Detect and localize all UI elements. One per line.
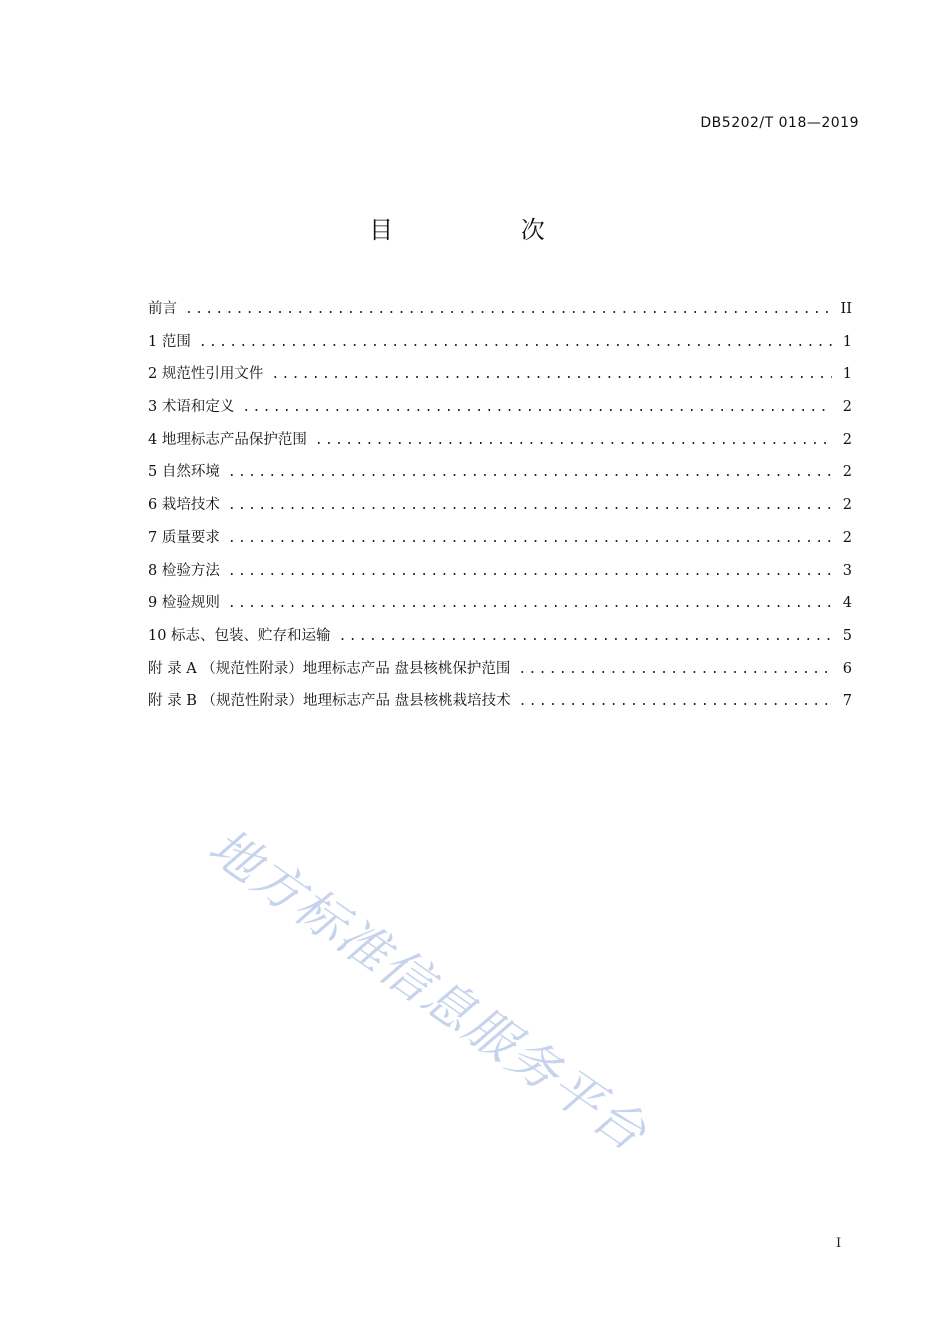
toc-entry-page: 1	[842, 333, 852, 350]
toc-entry-page: II	[840, 301, 852, 317]
toc-entry-page: 1	[842, 366, 852, 383]
toc-entry-natural-environment[interactable]	[148, 460, 852, 493]
toc-leader-dots	[199, 331, 832, 355]
toc-entry-cultivation[interactable]	[148, 493, 852, 526]
page-number: I	[836, 1236, 842, 1251]
toc-entry-quality-requirements[interactable]	[148, 526, 852, 559]
toc-entry-page: 6	[842, 660, 852, 677]
toc-leader-dots	[228, 461, 832, 485]
toc-entry-page: 2	[842, 529, 852, 546]
toc-entry-annex-b[interactable]	[148, 689, 852, 722]
toc-entry-label: 10 标志、包装、贮存和运输	[148, 627, 331, 644]
toc-entry-label: 附 录 B （规范性附录）地理标志产品 盘县核桃栽培技术	[148, 693, 511, 710]
toc-entry-marking-packaging[interactable]	[148, 624, 852, 657]
toc-leader-dots	[315, 429, 832, 453]
toc-entry-page: 5	[842, 627, 852, 644]
toc-entry-label: 2 规范性引用文件	[148, 366, 264, 383]
toc-entry-test-methods[interactable]	[148, 559, 852, 592]
toc-entry-page: 2	[842, 497, 852, 514]
toc-entry-page: 7	[842, 693, 852, 710]
toc-title: 目 次	[369, 216, 605, 244]
toc-entry-page: 2	[842, 399, 852, 416]
toc-entry-label: 9 检验规则	[148, 595, 220, 612]
toc-leader-dots	[185, 298, 832, 322]
watermark-text: 地方标准信息服务平台	[198, 817, 658, 1163]
toc-entry-inspection-rules[interactable]	[148, 591, 852, 624]
toc-leader-dots	[228, 494, 832, 518]
toc-entry-label: 7 质量要求	[148, 529, 220, 546]
toc-entry-page: 2	[842, 464, 852, 481]
toc-leader-dots	[228, 527, 832, 551]
toc-entry-normative-references[interactable]	[148, 362, 852, 395]
toc-leader-dots	[228, 592, 832, 616]
toc-entry-label: 5 自然环境	[148, 464, 220, 481]
toc-leader-dots	[518, 658, 832, 682]
toc-entry-protection-scope[interactable]	[148, 428, 852, 461]
toc-entry-scope[interactable]	[148, 330, 852, 363]
toc-entry-label: 附 录 A （规范性附录）地理标志产品 盘县核桃保护范围	[148, 660, 511, 677]
toc-entry-page: 4	[842, 595, 852, 612]
toc-leader-dots	[339, 625, 832, 649]
toc-entry-label: 前言	[148, 301, 177, 317]
toc-entry-label: 6 栽培技术	[148, 497, 220, 514]
toc-entry-terms-definitions[interactable]	[148, 395, 852, 428]
table-of-contents	[148, 297, 852, 722]
toc-leader-dots	[242, 396, 832, 420]
toc-entry-foreword[interactable]	[148, 297, 852, 330]
toc-leader-dots	[519, 690, 832, 714]
toc-entry-page: 2	[842, 431, 852, 448]
toc-entry-label: 8 检验方法	[148, 562, 220, 579]
document-code: DB5202/T 018—2019	[700, 115, 859, 131]
toc-entry-label: 3 术语和定义	[148, 399, 235, 416]
toc-entry-page: 3	[842, 562, 852, 579]
toc-entry-annex-a[interactable]	[148, 657, 852, 690]
toc-leader-dots	[228, 560, 832, 584]
toc-entry-label: 1 范围	[148, 333, 191, 350]
toc-leader-dots	[271, 363, 832, 387]
toc-entry-label: 4 地理标志产品保护范围	[148, 431, 307, 448]
